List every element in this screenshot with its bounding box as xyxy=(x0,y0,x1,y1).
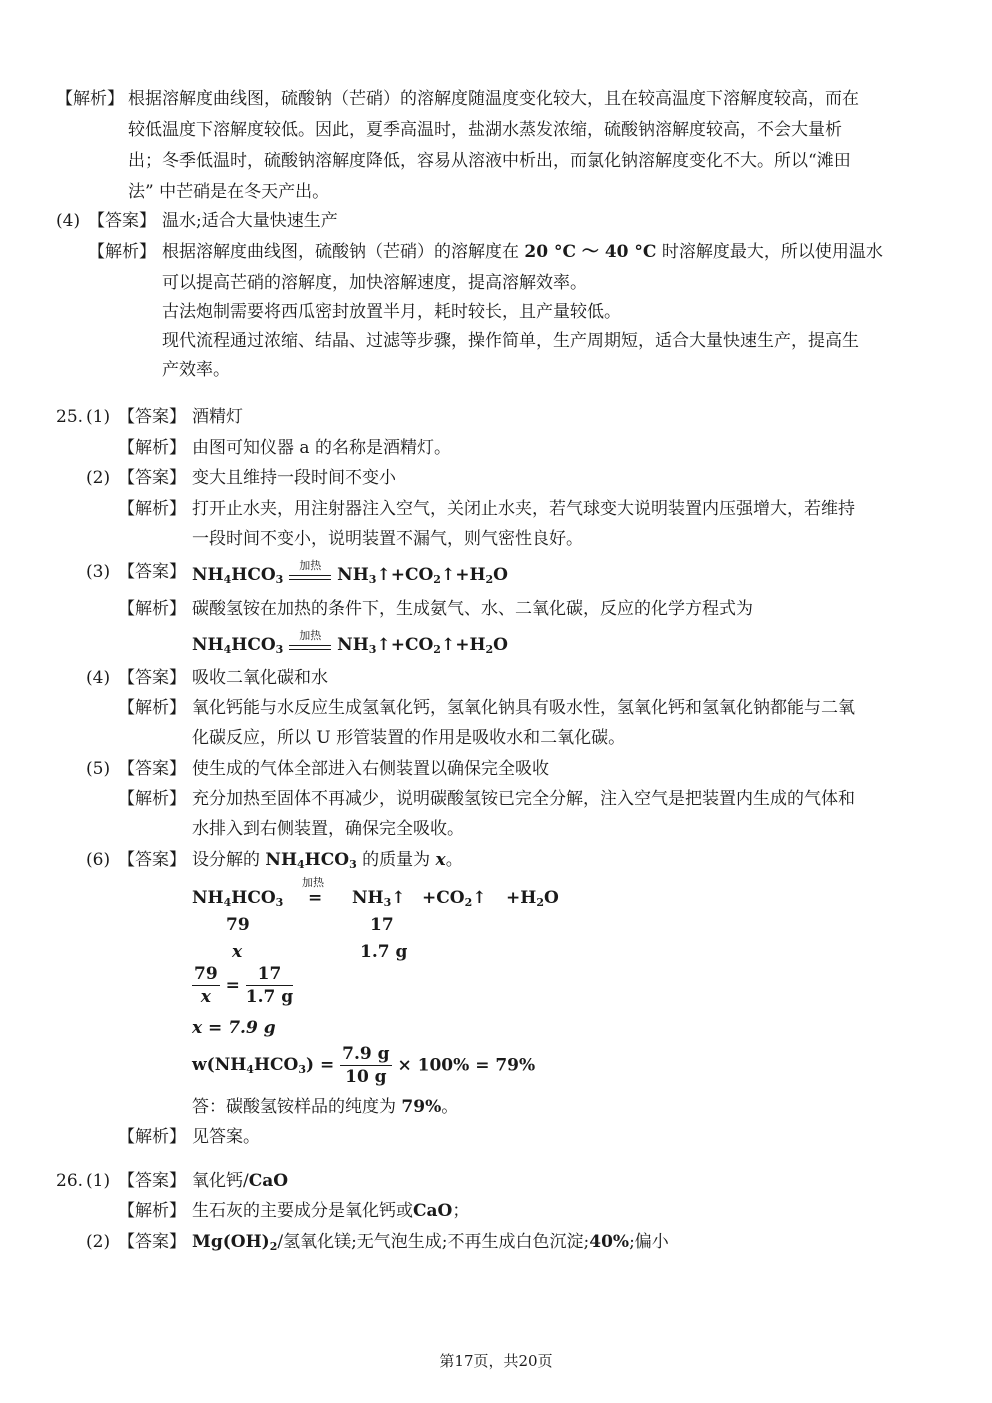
answer-text: $Mg(OH)_2/$氢氧化镁;无气泡生成;不再生成白色沉淀;40%;偏小 xyxy=(192,1232,669,1253)
analysis-tag: 【解析】 xyxy=(118,499,186,519)
analysis-line: 产效率。 xyxy=(162,360,230,380)
answer-tag: 【答案】 xyxy=(118,850,186,870)
equation-products: $NH_3↑+CO_2↑+H_2O$ xyxy=(337,565,508,586)
analysis-line: 较低温度下溶解度较低。因此，夏季高温时，盐湖水蒸发浓缩，硫酸钠溶解度较高，不会大量析 xyxy=(128,120,842,140)
analysis-tag: 【解析】 xyxy=(118,1127,186,1147)
temperature-range: 20 °C ～ 40 °C xyxy=(524,242,657,262)
analysis-line xyxy=(162,237,883,268)
answer-tag: 【答案】 xyxy=(118,668,186,688)
question-number: 25. xyxy=(56,407,84,427)
equation-products: $NH_3↑+CO_2↑+H_2O$ xyxy=(337,635,508,656)
answer-text: 使生成的气体全部进入右侧装置以确保完全吸收 xyxy=(192,759,549,779)
analysis-tag: 【解析】 xyxy=(118,599,186,619)
analysis-line: 古法炮制需要将西瓜密封放置半月，耗时较长，且产量较低。 xyxy=(162,302,621,322)
reaction-condition: 加热 xyxy=(299,559,322,572)
reaction-condition: 加热 xyxy=(299,629,322,642)
analysis-line: 水排入到右侧装置，确保完全吸收。 xyxy=(192,819,464,839)
answer-intro xyxy=(192,845,463,880)
answer-tag: 【答案】 xyxy=(118,468,186,488)
answer-tag: 【答案】 xyxy=(118,759,186,779)
analysis-line: 一段时间不变小，说明装置不漏气，则气密性良好。 xyxy=(192,529,583,549)
question-part-number: (4) xyxy=(56,211,81,231)
answer-tag: 【答案】 xyxy=(118,1171,186,1191)
analysis-line: 可以提高芒硝的溶解度，加快溶解速度，提高溶解效率。 xyxy=(162,273,587,293)
analysis-line: 氧化钙能与水反应生成氢氧化钙，氢氧化钠具有吸水性，氢氧化钙和氢氧化钠都能与二氧 xyxy=(192,698,855,718)
question-part-number: (4) xyxy=(86,668,111,688)
intro-formula: $NH_4HCO_3$ xyxy=(265,850,357,871)
question-number: 26. xyxy=(56,1171,84,1191)
answer-tag: 【答案】 xyxy=(88,211,156,231)
calc-equals: = xyxy=(308,888,323,908)
intro-text: 。 xyxy=(445,850,463,870)
calc-reactant: $NH_4HCO_3$ xyxy=(192,888,284,909)
equation-reactant: $NH_4HCO_3$ xyxy=(192,565,284,586)
analysis-line: 见答案。 xyxy=(192,1127,260,1147)
calc-nh3: $NH_3↑$ xyxy=(352,888,406,909)
question-part-number: (5) xyxy=(86,759,111,779)
fraction: $\frac{7.9 g}{10 g}$ xyxy=(342,1044,390,1087)
proportion: $\frac{79}{x}$ = $\frac{17}{1.7 g}$ xyxy=(194,964,294,1007)
analysis-tag: 【解析】 xyxy=(118,698,186,718)
answer-text: 温水;适合大量快速生产 xyxy=(162,211,338,231)
intro-text: 设分解的 xyxy=(192,850,266,870)
analysis-line: 生石灰的主要成分是氧化钙或CaO； xyxy=(192,1201,470,1221)
answer-tag: 【答案】 xyxy=(118,562,186,582)
question-part-number: (2) xyxy=(86,468,111,488)
variable-x: x xyxy=(435,850,446,870)
calc-condition: 加热 xyxy=(302,876,324,889)
chemical-equation xyxy=(192,629,508,656)
answer-text: 氧化钙/CaO xyxy=(192,1171,289,1191)
calc-mr-nh3: 17 xyxy=(370,915,394,935)
result-x: x = 7.9 g xyxy=(192,1018,276,1038)
question-part-number: (6) xyxy=(86,850,111,870)
analysis-tag: 【解析】 xyxy=(118,438,186,458)
calc-mass-nh3: 1.7 g xyxy=(360,942,408,962)
equation-arrow xyxy=(289,559,331,580)
fraction: $\frac{17}{1.7 g}$ xyxy=(245,964,294,1007)
analysis-text: 根据溶解度曲线图，硫酸钠（芒硝）的溶解度在 xyxy=(162,242,525,262)
answer-text: 变大且维持一段时间不变小 xyxy=(192,468,396,488)
question-part-number: (2) xyxy=(86,1232,111,1252)
analysis-line: 充分加热至固体不再减少，说明碳酸氢铵已完全分解，注入空气是把装置内生成的气体和 xyxy=(192,789,855,809)
question-part-number: (1) xyxy=(86,407,111,427)
fraction: $\frac{79}{x}$ xyxy=(194,964,218,1007)
analysis-line: 化碳反应，所以 U 形管装置的作用是吸收水和二氧化碳。 xyxy=(192,728,626,748)
question-part-number: (1) xyxy=(86,1171,111,1191)
intro-text: 的质量为 xyxy=(356,850,436,870)
calc-h2o: $+H_2O$ xyxy=(506,888,559,909)
analysis-line: 法” 中芒硝是在冬天产出。 xyxy=(128,182,330,202)
calc-co2: $+CO_2↑$ xyxy=(422,888,487,909)
answer-tag: 【答案】 xyxy=(118,407,186,427)
calc-mr-reactant: 79 xyxy=(226,915,250,935)
purity-calc: $w(NH_4HCO_3)$ = $\frac{7.9 g}{10 g}$ × 100% = 79% xyxy=(192,1044,536,1087)
chemical-equation xyxy=(192,559,508,586)
analysis-line: 由图可知仪器 a 的名称是酒精灯。 xyxy=(192,438,451,458)
analysis-tag: 【解析】 xyxy=(88,242,156,262)
analysis-line: 根据溶解度曲线图，硫酸钠（芒硝）的溶解度随温度变化较大，且在较高温度下溶解度较高，而在 xyxy=(128,89,859,109)
analysis-tag: 【解析】 xyxy=(56,89,124,109)
analysis-line: 碳酸氢铵在加热的条件下，生成氨气、水、二氧化碳，反应的化学方程式为 xyxy=(192,599,753,619)
question-part-number: (3) xyxy=(86,562,111,582)
analysis-line: 打开止水夹，用注射器注入空气，关闭止水夹，若气球变大说明装置内压强增大，若维持 xyxy=(192,499,855,519)
analysis-line: 现代流程通过浓缩、结晶、过滤等步骤，操作简单，生产周期短，适合大量快速生产，提高生 xyxy=(162,331,859,351)
analysis-tag: 【解析】 xyxy=(118,789,186,809)
analysis-text: 时溶解度最大，所以使用温水 xyxy=(656,242,883,262)
calc-var-reactant: x xyxy=(232,942,243,962)
equation-reactant: $NH_4HCO_3$ xyxy=(192,635,284,656)
analysis-line: 出；冬季低温时，硫酸钠溶解度降低，容易从溶液中析出，而氯化钠溶解度变化不大。所以“滩田 xyxy=(128,151,851,171)
answer-tag: 【答案】 xyxy=(118,1232,186,1252)
answer-text: 吸收二氧化碳和水 xyxy=(192,668,328,688)
equation-arrow xyxy=(289,629,331,650)
final-answer: 答：碳酸氢铵样品的纯度为 79%。 xyxy=(192,1097,459,1117)
analysis-tag: 【解析】 xyxy=(118,1201,186,1221)
answer-text: 酒精灯 xyxy=(192,407,243,427)
page-number: 第17页，共20页 xyxy=(439,1352,553,1370)
